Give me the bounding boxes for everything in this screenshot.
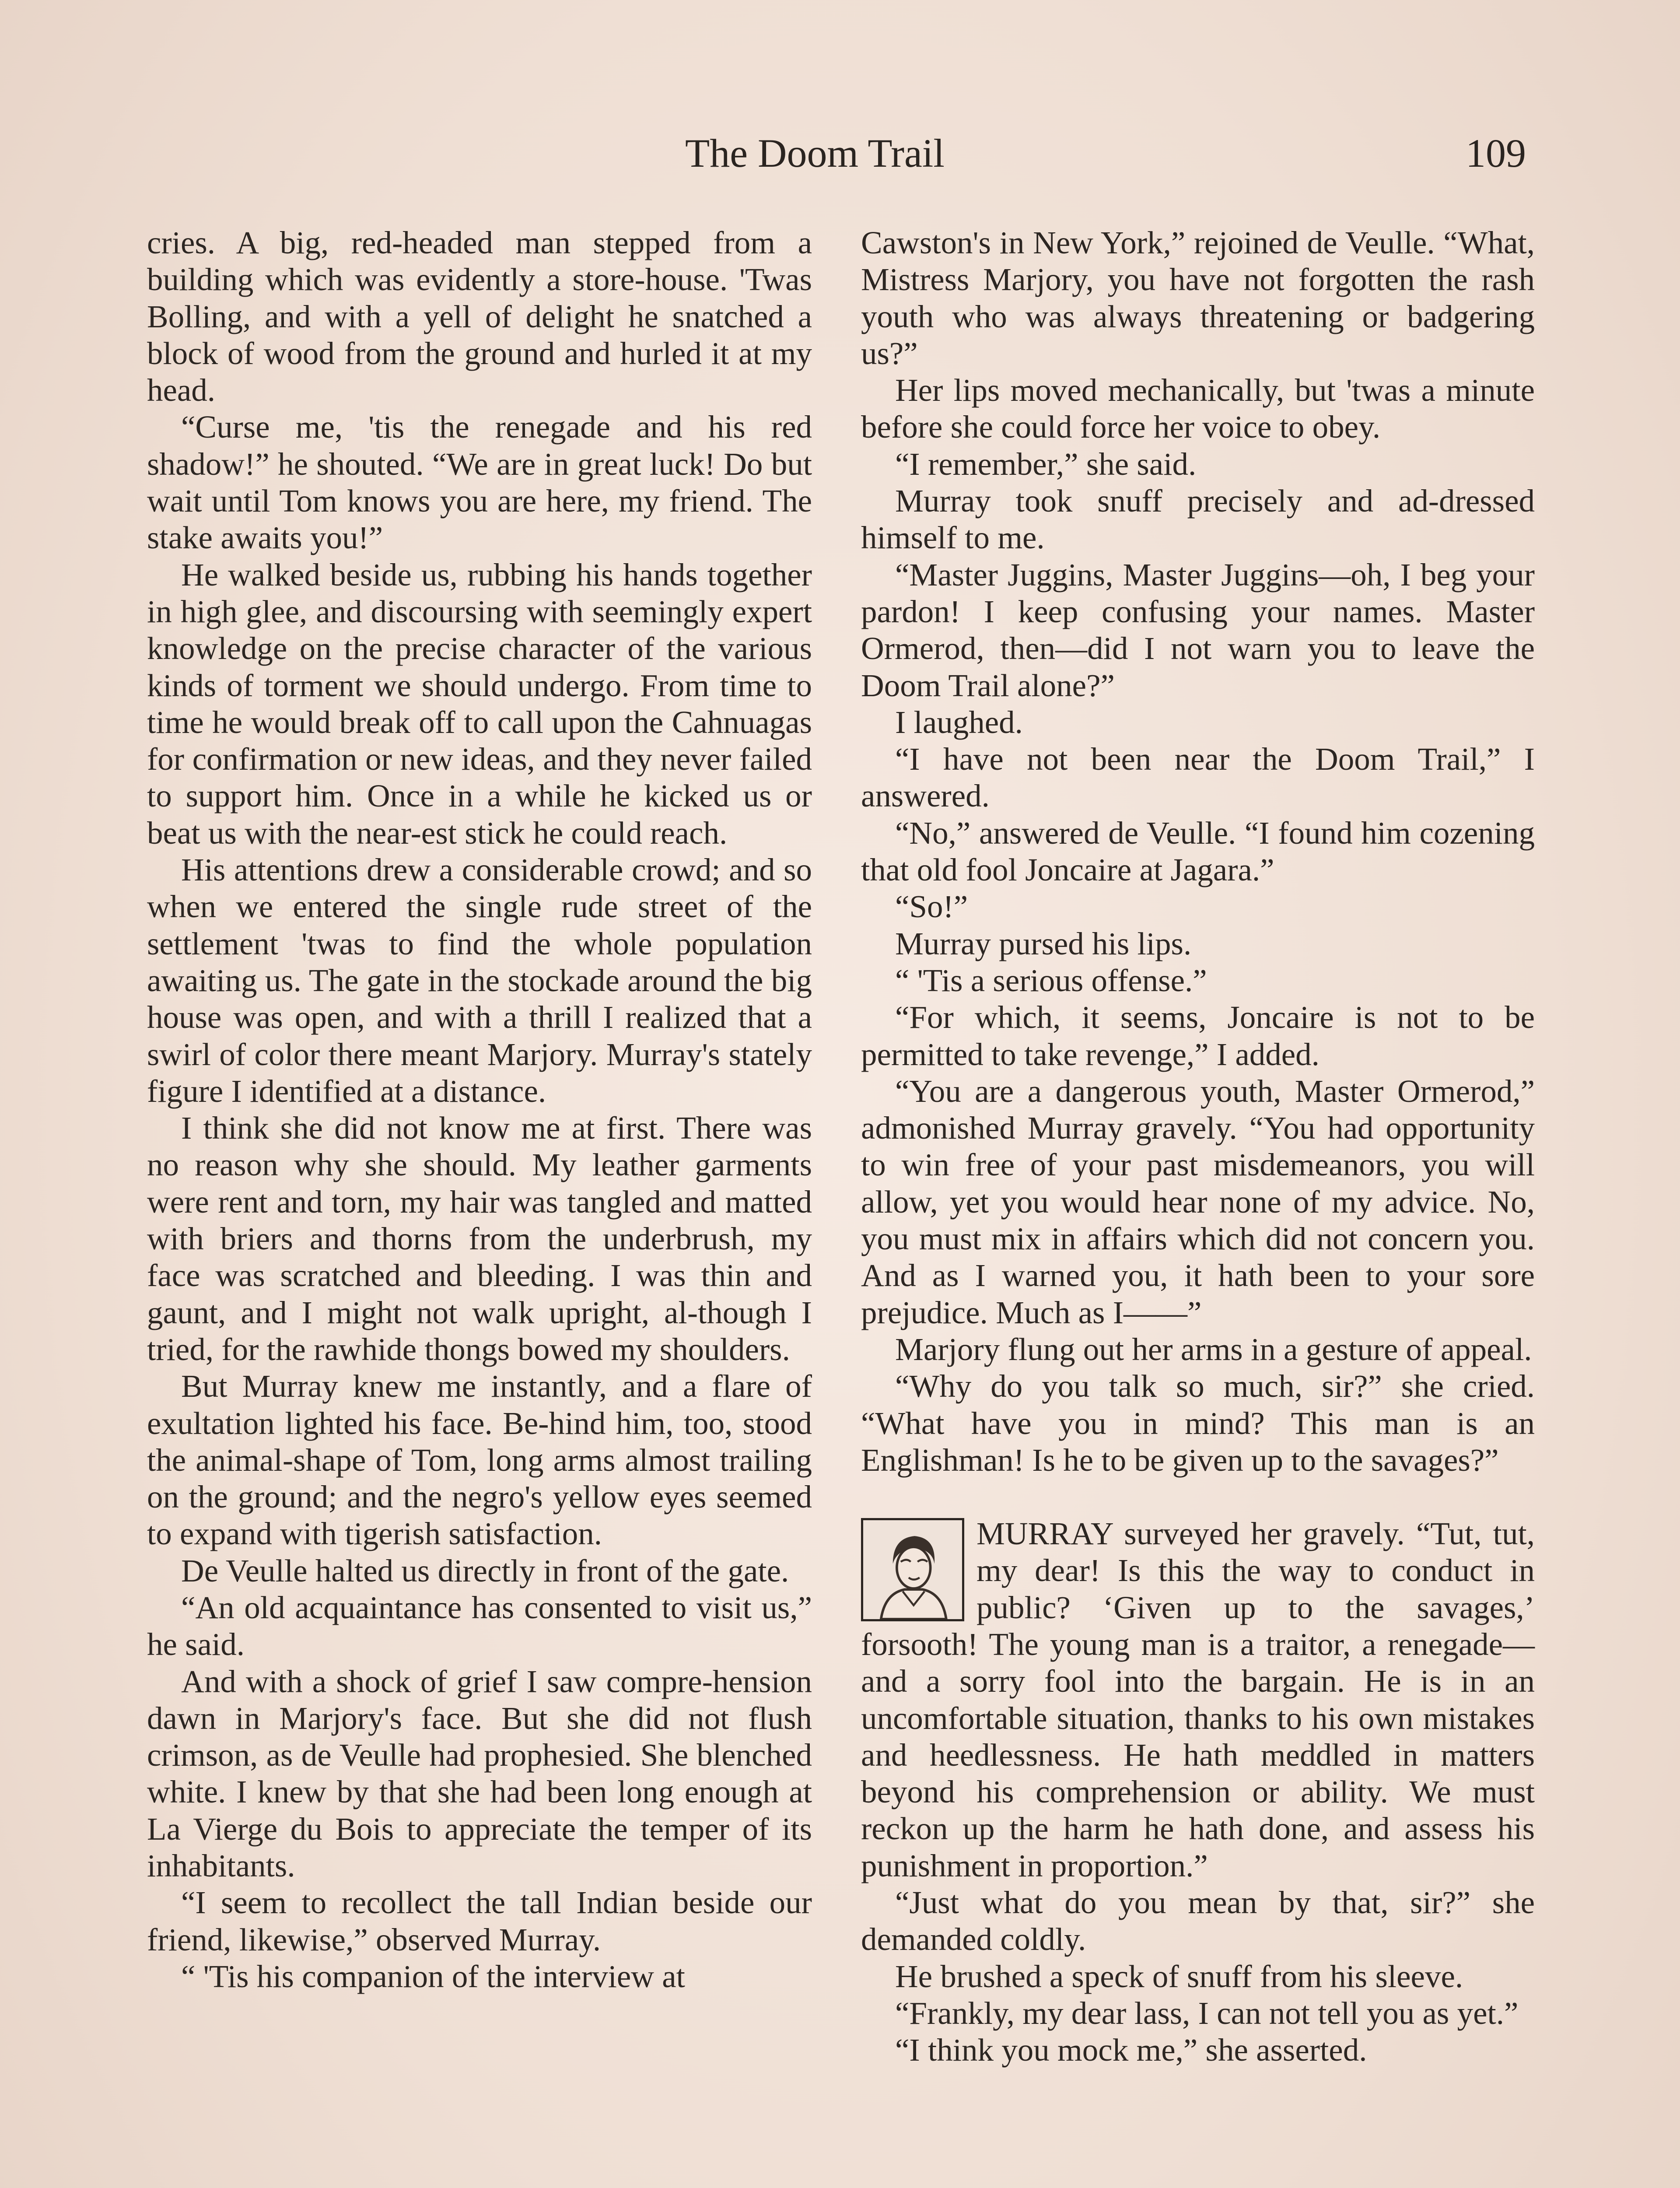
- paragraph: “ 'Tis a serious offense.”: [895, 962, 1207, 998]
- paragraph: “No,” answered de Veulle. “I found him cozening that old fool Joncaire at Jagara.”: [861, 815, 1535, 888]
- paragraph: Murray took snuff precisely and ad-dressed himself to me.: [861, 483, 1535, 556]
- page-number: 109: [1466, 131, 1526, 175]
- paragraph: “Master Juggins, Master Juggins—oh, I beg your pardon! I keep confusing your names. Master Ormerod, then—did I not warn you to leave the Doom Trail alone?”: [861, 557, 1535, 703]
- paragraph: “You are a dangerous youth, Master Ormerod,” admonished Murray gravely. “You had opportunity to win free of your past misdemeanors, you will allow, yet you would hear none of my advice. No, you must mix in affairs which did not concern you. And as I warned you, it hath been to your sore prejudice. Much as I——”: [861, 1073, 1535, 1330]
- paragraph: I laughed.: [895, 704, 1023, 740]
- right-column: [861, 224, 1535, 2069]
- paragraph: “I remember,” she said.: [895, 446, 1197, 482]
- paragraph: And with a shock of grief I saw compre-hension dawn in Marjory's face. But she did not flush crimson, as de Veulle had prophesied. She blenched white. I knew by that she had been long enough at La Vierge du Bois to appreciate the temper of its inhabitants.: [147, 1663, 812, 1884]
- paragraph: “For which, it seems, Joncaire is not to be permitted to take revenge,” I added.: [861, 999, 1535, 1072]
- paragraph: Her lips moved mechanically, but 'twas a minute before she could force her voice to obey.: [861, 372, 1535, 445]
- paragraph: But Murray knew me instantly, and a flare of exultation lighted his face. Be-hind him, too, stood the animal-shape of Tom, long arms almost trailing on the ground; and the negro's yellow eyes seemed to expand with tigerish satisfaction.: [147, 1368, 812, 1552]
- paragraph: I think she did not know me at first. There was no reason why she should. My leather garments were rent and torn, my hair was tangled and matted with briers and thorns from the underbrush, my face was scratched and bleeding. I was thin and gaunt, and I might not walk upright, al-though I tried, for the rawhide thongs bowed my shoulders.: [147, 1110, 812, 1367]
- paragraph: “ 'Tis his companion of the interview at: [181, 1958, 685, 1994]
- paragraph: Marjory flung out her arms in a gesture of appeal.: [895, 1331, 1532, 1367]
- paragraph: cries. A big, red-headed man stepped from a building which was evidently a store-house. 'Twas Bolling, and with a yell of delight he snatched a block of wood from the ground and hurled it at my head.: [147, 225, 812, 408]
- paragraph: Murray pursed his lips.: [895, 926, 1192, 961]
- paragraph: “I think you mock me,” she asserted.: [895, 2032, 1367, 2068]
- paragraph: “Just what do you mean by that, sir?” she demanded coldly.: [861, 1885, 1535, 1957]
- paragraph: His attentions drew a considerable crowd; and so when we entered the single rude street of the settlement 'twas to find the whole population awaiting us. The gate in the stockade around the big house was open, and with a thrill I realized that a swirl of color there meant Marjory. Murray's stately figure I identified at a distance.: [147, 852, 812, 1109]
- running-header: [0, 127, 1680, 184]
- paragraph: De Veulle halted us directly in front of the gate.: [181, 1553, 789, 1588]
- paragraph: He brushed a speck of snuff from his sleeve.: [895, 1958, 1463, 1994]
- paragraph: “Frankly, my dear lass, I can not tell you as yet.”: [895, 1995, 1519, 2031]
- paragraph: “So!”: [895, 889, 968, 925]
- section-opener: [861, 1515, 1535, 1884]
- paragraph: “An old acquaintance has consented to visit us,” he said.: [147, 1589, 812, 1662]
- paragraph: MURRAY surveyed her gravely. “Tut, tut, my dear! Is this the way to conduct in public? ‘Given up to the savages,’ forsooth! The young man is a traitor, a renegade—and a sorry fool into the bargain. He is in an uncomfortable situation, thanks to his own mistakes and heedlessness. He hath meddled in matters beyond his comprehension or ability. We must reckon up the harm he hath done, and assess his punishment in proportion.”: [861, 1516, 1535, 1883]
- paragraph: “Why do you talk so much, sir?” she cried. “What have you in mind? This man is an Englishman! Is he to be given up to the savages?”: [861, 1368, 1535, 1478]
- paragraph: “Curse me, 'tis the renegade and his red shadow!” he shouted. “We are in great luck! Do but wait until Tom knows you are here, my friend. The stake awaits you!”: [147, 409, 812, 556]
- paragraph: “I seem to recollect the tall Indian beside our friend, likewise,” observed Murray.: [147, 1885, 812, 1957]
- paragraph: Cawston's in New York,” rejoined de Veulle. “What, Mistress Marjory, you have not forgotten the rash youth who was always threatening or badgering us?”: [861, 225, 1535, 371]
- running-title: The Doom Trail: [685, 131, 945, 175]
- section-break: [861, 1479, 1535, 1515]
- left-column: [147, 224, 812, 1995]
- paragraph: “I have not been near the Doom Trail,” I answered.: [861, 741, 1535, 814]
- paragraph: He walked beside us, rubbing his hands together in high glee, and discoursing with seemingly expert knowledge on the precise character of the various kinds of torment we should undergo. From time to time he would break off to call upon the Cahnuagas for confirmation or new ideas, and they never failed to support him. Once in a while he kicked us or beat us with the near-est stick he could reach.: [147, 557, 812, 851]
- portrait-vignette-icon: [861, 1518, 964, 1621]
